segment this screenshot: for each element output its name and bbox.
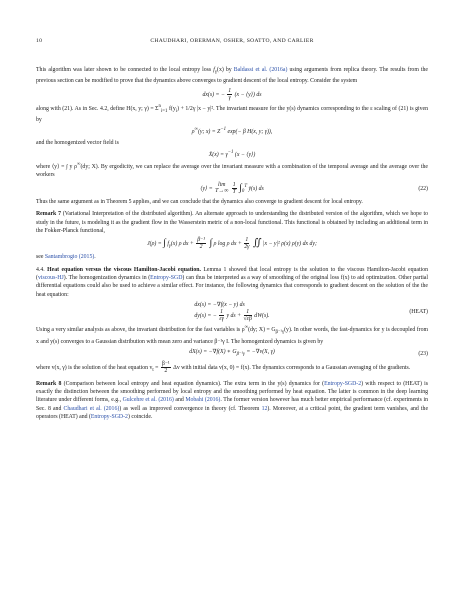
- section-4-4: 4.4. Heat equation versus the viscous Hamilton-Jacobi equation. Lemma 1 showed that local entropy is the solution to the viscous Hamilton-Jacobi equation (viscous-HJ). The homogenization dynamics in (Entropy-SGD) can thus be interpreted as a way of smoothing of the original loss f(x) to aid optimization. Other partial differential equations could also be used to achieve a similar effect. For instance, the following dynamics that corresponds to gradient descent on the solution of the the heat equation:: [36, 266, 428, 298]
- equation-link[interactable]: Entropy-SGD: [150, 275, 183, 282]
- equation-link[interactable]: Entropy-SGD-2: [324, 380, 362, 387]
- page-number: 10: [36, 38, 43, 44]
- equation-22: ⟨y⟩ = lim T→∞ $\frac{1}{T}$ $\int_0^T$ ȳ(s) ds (22): [200, 181, 428, 195]
- paragraph-heat-solution: where v(x, γ) is the solution of the heat equation $v_t$ = $\frac{\text{β⁻¹}}{2}$ Δv with initial data v(x, 0) = f(x). The dynamics corresponds to a Gaussian averaging of the gradients.: [36, 361, 411, 375]
- section-number: 4.4.: [36, 266, 45, 273]
- citation-link[interactable]: Gulcehre et al. (2016): [122, 397, 174, 404]
- equation-invariant-measure: ρ∞(y; $x) = Z^{-1}$ exp(− β H(x, y; γ)),: [191, 127, 273, 136]
- citation-link[interactable]: Santambrogio (2015): [44, 254, 95, 261]
- paragraph-intro: This algorithm was later shown to be connected to the local entropy loss $f_\gamma(x)$ by Baldassi et al. (2016a) using arguments from replica theory. The results from the previous section can be modified to prove that the dynamics above converges to gradient descent of the local entropy. Consider the system: [36, 67, 428, 85]
- page-body: [36, 66, 428, 421]
- theorem-link[interactable]: 12: [261, 405, 268, 412]
- equation-homogenized-field: X̄(x) = $\gamma^{-1}$ (x − ⟨y⟩): [208, 149, 256, 158]
- running-title: CHAUDHARI, OBERMAN, OSHER, SOATTO, AND CARLIER: [150, 38, 314, 44]
- remark-title: Remark 8: [36, 380, 62, 387]
- citation-link[interactable]: Baldassi et al. (2016a): [233, 67, 288, 73]
- section-title: Heat equation versus the viscous Hamilton-Jacobi equation.: [44, 266, 201, 273]
- remark-8: Remark 8 (Comparison between local entropy and heat equation dynamics). The extra term in the y(s) dynamics for (Entropy-SGD-2) with respect to (HEAT) is exactly the distinction between the smoothing performed by local entropy and the smoothing performed by heat equation. The latter is common in the deep learning literature under different forms, e.g., Gulcehre et al. (2016) and Mobahi (2016). The former version however has much better empirical performance (cf. experiments in Sec. 8 and Chaudhari et al. (2016)) as well as improved convergence in theory (cf. Theorem 12). Moreover, at a critical point, the gradient term vanishes, and the operators (HEAT) and (Entropy-SGD-2) coincide.: [36, 380, 429, 420]
- paragraph-homogenized: and the homogenized vector field is: [36, 139, 119, 146]
- remark-title: Remark 7: [36, 211, 62, 218]
- remark-7: Remark 7 (Variational Interpretation of the distributed algorithm). An alternate approach to understanding the distributed version of the algorithm, which we hope to study in the future, is modeling it as the gradient flow in the Wasserstein metric of a non-local functional. This functional is obtained by including an additional term in the Fokker-Planck functional,: [36, 211, 428, 234]
- paragraph-conclusion: Thus the same argument as in Theorem 5 applies, and we can conclude that the dynamics also converge to gradient descent for local entropy.: [36, 198, 363, 205]
- equation-heat: dx(s) = −∇f(x − y) ds dy(s) = − $\frac{1}{\varepsilon\gamma}$ y ds + $\frac{1}{√\varepsilon\beta}$ dW(s). (HEAT): [194, 301, 428, 323]
- citation-link[interactable]: Chaudhari et al. (2016): [63, 405, 120, 412]
- equation-dx: dx(s) = − $\frac{1}{\gamma}$ (x − ⟨y⟩) ds: [202, 87, 262, 101]
- equation-functional: J(ρ) = ∫ $f_\gamma(x)$ ρ dx + $\frac{\text{β⁻¹}}{2}$ ∫ ρ log ρ dx + $\frac{1}{2\gamma}$ ∬ |x − y|² ρ(x) ρ(y) dx dy;: [147, 237, 317, 251]
- paragraph-fast-variables: Using a very similar analysis as above, the invariant distribution for the fast variables is ρ∞(dy; $X) = G_{\beta^{-1}\gamma}(y)$. In other words, the fast-dynamics for y is decoupled from x and y(s) converges to a Gaussian distribution with mean zero and variance β⁻¹γ I. The homogenized dynamics is given by: [36, 325, 429, 345]
- equation-link[interactable]: Entropy-SGD-2: [90, 413, 128, 420]
- equation-23: dX(s) = −∇f(X) ∗ $G_{\beta^{-1}\gamma} = -\nabla v(X$, γ) (23): [189, 348, 428, 358]
- citation-link[interactable]: Mobahi (2016): [185, 397, 221, 404]
- equation-number: (HEAT): [409, 308, 428, 315]
- paragraph-ergodicity: where ⟨y⟩ = ∫ y ρ∞(dy; X). By ergodicity, we can replace the average over the invariant measure with a combination of the temporal average and the average over the workers: [36, 162, 428, 179]
- equation-number: (23): [418, 350, 428, 357]
- equation-link[interactable]: viscous-HJ: [37, 275, 64, 282]
- equation-number: (22): [418, 185, 428, 192]
- paragraph-see: see Santambrogio (2015).: [36, 254, 96, 261]
- paragraph-hamiltonian: along with (21). As in Sec. 4.2, define H(x, y; $\gamma) = \Sigma^n_{i=1}$ $f(y_i) + 1/2\gamma$ |x − y|². The invariant measure for the y(s) dynamics corresponding to the ε scaling of (21) is given by: [36, 103, 428, 124]
